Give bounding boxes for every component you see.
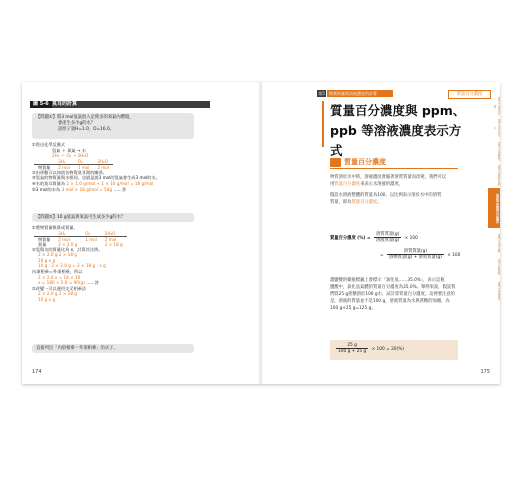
calc-line-2: x = 180 ÷ 2.0 = 90(g) [38,280,85,286]
right-page-number: 175 [480,369,490,375]
topic-badge: 質量百分濃度 [448,90,491,99]
table2-head-h2: 2H₂ [54,231,81,237]
side-tab-2[interactable]: 第2章 原子與分子 [493,118,500,138]
formula-tail: × 100 [404,236,418,241]
step-5-answer: ……答 [113,186,127,192]
formula-denominator: 溶液質量(g) [375,238,400,243]
side-tab-8[interactable]: 第8章 氧化還原 [497,281,500,301]
left-section-title: 莫耳的計算 [52,101,78,107]
inner-outer-text: 內項相乘＝外項相乘，所以 [32,268,83,274]
left-section-header [30,101,210,108]
table2-head-o2: O₂ [81,231,101,237]
formula-2-tail: × 100 [447,253,461,258]
paragraph-3-a: 濃鹽酸的藥瓶標籤上會標示「氯化氫……35.0%」，表示這瓶 [330,278,445,283]
paragraph-1-b: 用 [330,182,335,187]
question-2-text: 【問題②】10 g氫氣與氧氣可生成多少g的水？ [36,215,126,220]
ratio-line-2: 10 g x g [38,257,56,263]
cross-line-1: 2 × 2.0 g 2 × 18 g [38,291,77,297]
ratio-line-1: 2 × 2.0 g 2 × 18 g [38,252,77,258]
cross-line-2: 10 g x g [38,296,56,302]
step-5-formula: 3 mol × 18 g/mol = 54g [61,186,113,192]
subsection-icon [330,158,341,167]
table2-row1-h2o: 2 mol [104,236,117,242]
step-5-label: ⑤3 mol的水為 [32,186,61,192]
example-fraction [336,343,368,354]
table2-row1-o2: 1 mol [85,236,97,242]
side-tab-1[interactable]: 第1章 化學是什麼 [493,96,500,116]
paragraph-2-b: 質量，即為 [330,200,352,205]
ratio-line-3: 10 g : 2 × 2.0 g = 2 × 18 g : x g [38,263,106,269]
side-tab-3[interactable]: 第3章 化學鍵結 [497,141,500,161]
paragraph-1-c: 來表示水溶液的濃度。 [360,182,404,187]
paragraph-2-highlight: 質量百分濃度 [351,200,378,205]
side-tab-7[interactable]: 第7章 酸與鹼 [497,259,500,275]
table1-val-h2: 2 mol [58,164,70,170]
reaction-names: 氫氣 ＋ 氧氣 → 水 [52,147,86,153]
paragraph-3-c: 們將25 g蔗糖溶於100 g水，試計算質量百分濃度。這裡要注意的 [330,292,455,297]
question-1-line3: 設原子量H=1.0、O=16.0。 [58,127,114,132]
calc-line-1: 2 × 2.0 x = 18 × 10 [38,274,81,280]
table1-row-label: 物質量 [38,164,51,170]
question-1-line1: 【問題①】將3 mol氫氣放入足夠多的氧氣內燃燒， [36,115,134,120]
page-title-line2: ppb 等溶液濃度表示方式 [330,123,462,158]
paragraph-3-d: 是，溶液的質量並不是100 g，溶液質量為水與蔗糖的加總，為 [330,299,450,304]
page-title [322,101,472,158]
formula-2 [380,249,460,260]
example-calc-box [330,340,458,360]
formula-2-fraction [387,249,444,260]
step-4-label: ④水的莫耳質量為 [32,180,66,186]
conclusion-label: ②改變一可以運用交叉相乘法 [32,285,87,291]
formula-2-numerator: 溶質質量(g) [387,249,444,255]
step-3-text: ③氫氣的物質量與水相同，也就是說3 mol的氫氣會生成3 mol的水。 [32,175,160,181]
formula-2-denominator: 溶劑質量(g) + 溶質質量(g) [388,255,442,260]
side-tab-6[interactable]: 第6章 化學反應 [497,233,500,253]
table1-head-o2: O₂ [74,159,94,165]
subsection-header [330,158,458,169]
formula-label: 質量百分濃度 (%) = [330,236,371,241]
left-page [22,82,260,384]
table1-head-h2: 2H₂ [54,159,74,165]
table2-row2-label: 質量 [38,241,47,247]
paragraph-3 [330,277,462,312]
q2-step-2-text: ②氫與水的質量比為 x，計算其比例。 [32,246,103,252]
right-page [262,82,500,384]
table2-row1-h2: 2 mol [58,236,70,242]
final-note-box [32,344,194,353]
table1-head-h2o: 2H₂O [93,159,113,165]
reaction-formula: 2H₂ ＋ O₂ → 2H₂O [52,153,89,159]
table2-row1-label: 物質量 [38,236,51,242]
formula-1 [330,232,418,243]
paragraph-3-e: 100 g+25 g=125 g。 [330,306,376,311]
formula-numerator: 溶質質量(g) [375,232,400,237]
paragraph-3-b: 鹽酸中，氯化氫氣體的質量百分濃度為35.0%。舉例來說，假設我 [330,285,456,290]
formula-2-equals: = [380,253,384,258]
table2-row2-h2o: 2 × 18 g [104,241,123,247]
question-2-box [32,213,194,222]
paragraph-1 [330,174,462,206]
final-note-text: 直接列出「內項相乘＝外項相乘」的式子。 [36,346,118,351]
table1-val-o2: 1 mol [77,164,90,170]
step-1-text: ①寫出化學反應式 [32,142,66,147]
calc-answer: ……答 [86,280,99,286]
table1-val-h2o: 2 mol [97,164,109,170]
left-section-tag: 圖 5-6 [30,101,52,108]
example-calc [334,343,404,354]
q2-step-1-text: ①將物質量換算成質量。 [32,225,78,230]
formula-fraction [374,232,401,243]
question-1-box [32,113,194,139]
paragraph-1-highlight: 質量百分濃度 [334,182,361,187]
mole-table-1 [34,159,113,170]
example-denominator: 100 g + 25 g [338,349,367,354]
paragraph-2-c: 。 [377,200,382,205]
example-numerator: 25 g [336,343,368,349]
example-tail: × 100 = 20(%) [371,347,404,352]
page-title-line1: 質量百分濃度與 ppm、 [330,103,466,118]
left-page-number: 174 [32,369,42,375]
paragraph-2-a: 假設水溶液整體的質量為100，以比例表示溶於水中的溶質 [330,193,442,198]
paragraph-1-a: 物質溶於水中時，溶液濃度會隨著溶質質量而改變，我們可以 [330,175,447,180]
solution-1 [32,142,160,192]
mass-table-2 [34,231,127,247]
right-section-title: 物質的量與溶液濃度的計算 [327,90,393,97]
subsection-title: 質量百分濃度 [344,158,386,166]
right-section-tag: 第5章 [318,91,325,103]
question-1-line2: 會產生多少g的水？ [58,121,96,126]
step-2-text: ②由係數可以知道各物質莫耳間的關係。 [32,169,107,175]
side-tab-4[interactable]: 第4章 物質的狀態 [497,164,500,186]
table2-head-h2o: 2H₂O [101,231,127,237]
side-tab-active[interactable]: 第5章 質量百分濃度 [488,188,500,228]
table2-row2-h2: 2 × 2.0 g [58,241,78,247]
step-4-formula: 2 × 1.0 g/mol + 1 × 16 g/mol = 18 g/mol [66,180,154,186]
solution-2 [32,225,127,303]
book-spread [22,82,500,384]
